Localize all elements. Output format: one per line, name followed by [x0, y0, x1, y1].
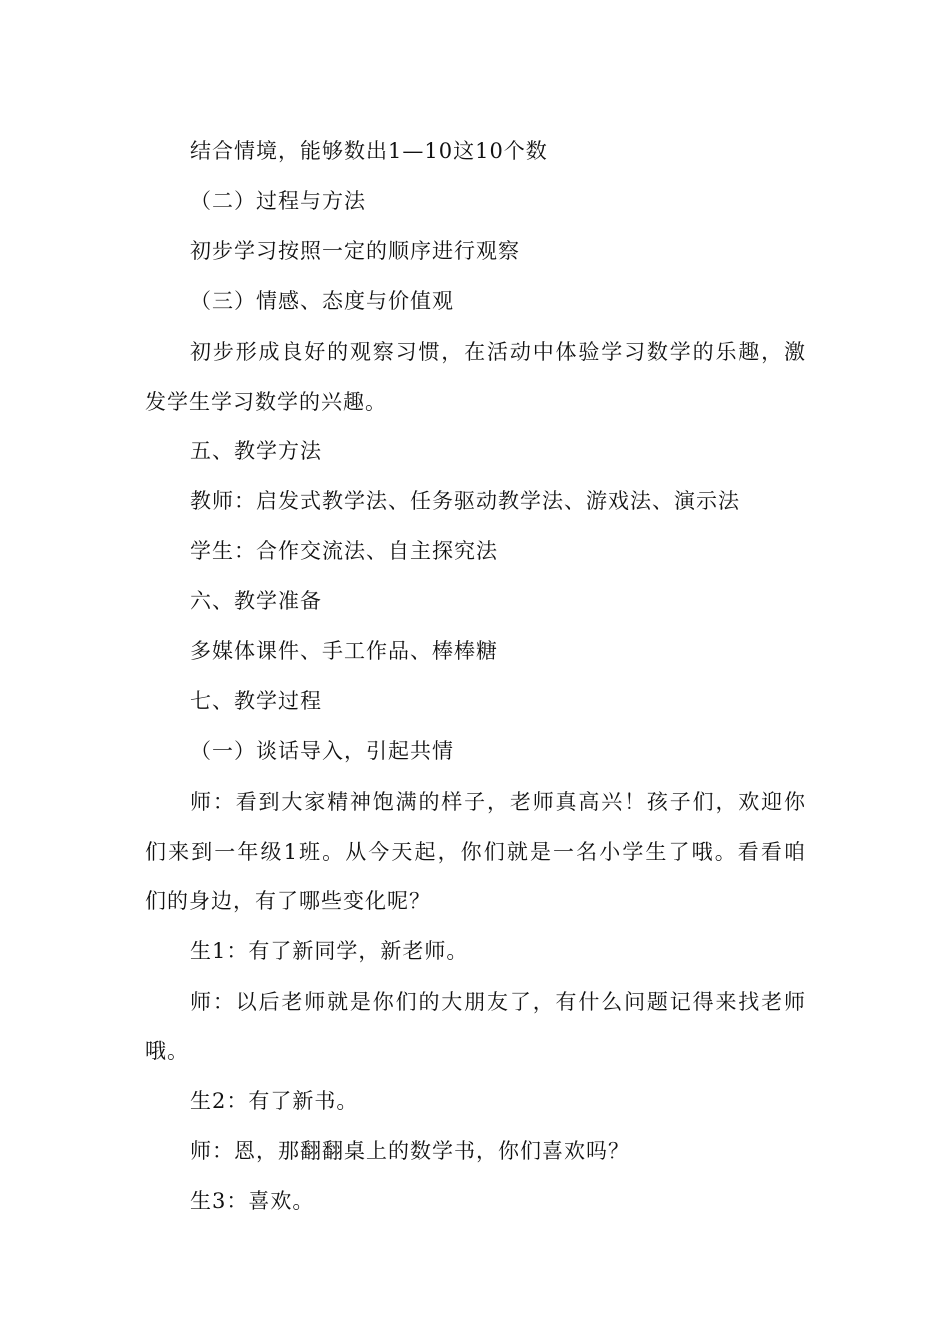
text-line: 教师：启发式教学法、任务驱动教学法、游戏法、演示法	[190, 489, 740, 513]
text-line: 初步学习按照一定的顺序进行观察	[190, 239, 520, 263]
section-heading: （三）情感、态度与价值观	[190, 289, 454, 313]
text-line: 们的身边，有了哪些变化呢？	[145, 889, 431, 913]
text-line: 师：看到大家精神饱满的样子，老师真高兴！孩子们，欢迎你	[190, 790, 805, 814]
section-heading: 七、教学过程	[190, 689, 322, 713]
text-line: 学生：合作交流法、自主探究法	[190, 539, 498, 563]
text-line: 多媒体课件、手工作品、棒棒糖	[190, 639, 498, 663]
text-line: 生2：有了新书。	[190, 1089, 359, 1113]
text-line: 生3：喜欢。	[190, 1189, 315, 1213]
section-heading: 六、教学准备	[190, 589, 322, 613]
text-line: 发学生学习数学的兴趣。	[145, 390, 387, 414]
text-line: 师：以后老师就是你们的大朋友了，有什么问题记得来找老师	[190, 990, 805, 1014]
text-line: 结合情境，能够数出1—10这10个数	[190, 139, 548, 163]
text-line: 初步形成良好的观察习惯，在活动中体验学习数学的乐趣，激	[190, 340, 805, 364]
text-line: 生1：有了新同学，新老师。	[190, 939, 469, 963]
section-heading: 五、教学方法	[190, 439, 322, 463]
text-line: 们来到一年级1班。从今天起，你们就是一名小学生了哦。看看咱	[145, 840, 805, 864]
text-line: 哦。	[145, 1039, 189, 1063]
section-heading: （一）谈话导入，引起共情	[190, 739, 454, 763]
text-line: 师：恩，那翻翻桌上的数学书，你们喜欢吗？	[190, 1139, 630, 1163]
section-heading: （二）过程与方法	[190, 189, 366, 213]
